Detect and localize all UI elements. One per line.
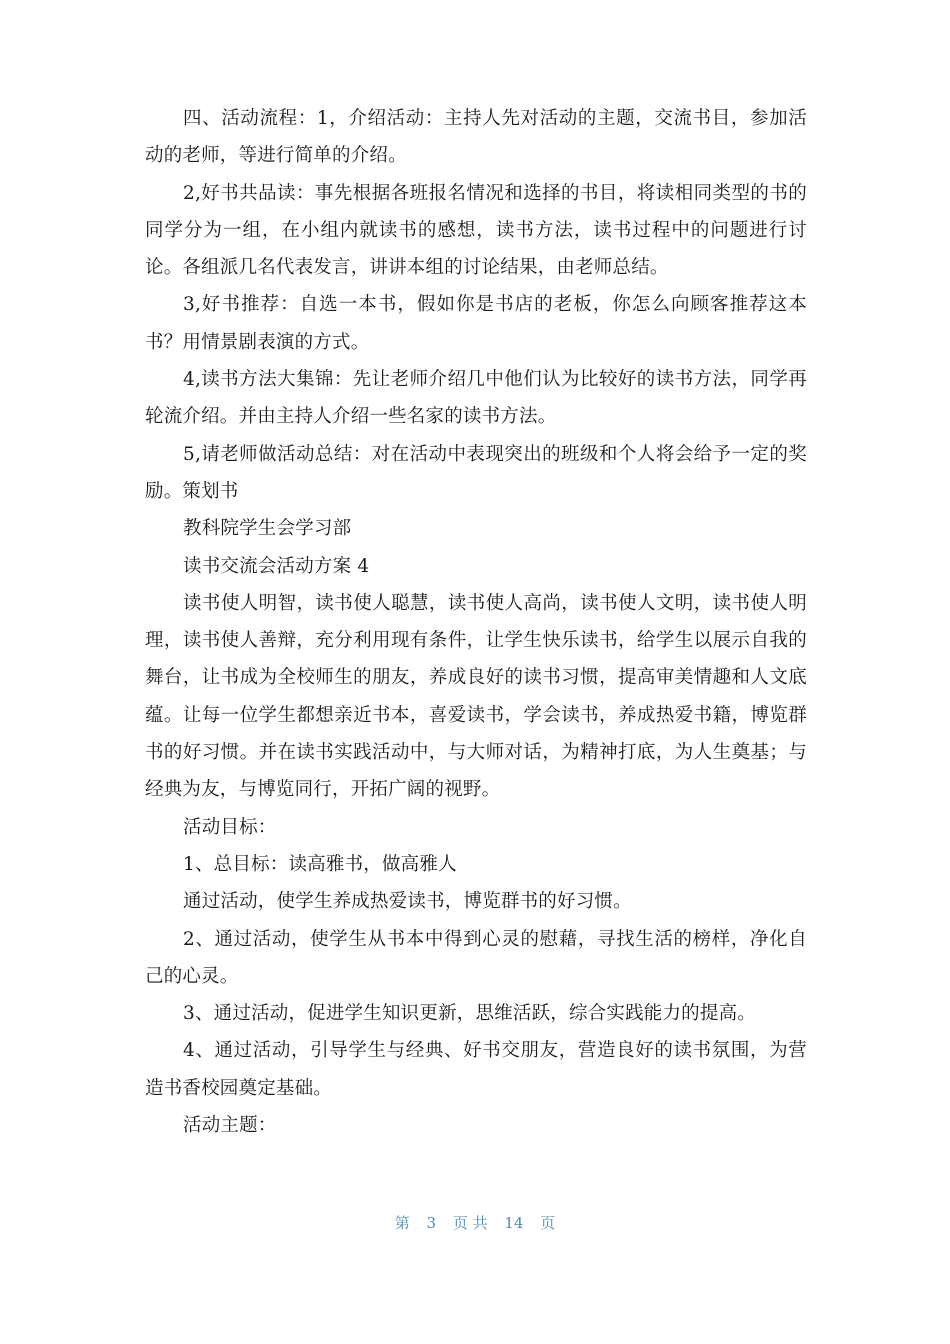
goal-item-3: 3、通过活动，促进学生知识更新，思维活跃，综合实践能力的提高。 xyxy=(183,1003,756,1025)
paragraph-organizer: 教科院学生会学习部 xyxy=(183,518,352,540)
footer-current-page: 3 xyxy=(426,1214,437,1232)
footer-middle: 页 共 xyxy=(452,1214,488,1232)
paragraph-teacher-summary: 5,请老师做活动总结：对在活动中表现突出的班级和个人将会给予一定的奖励。策划书 xyxy=(145,443,807,502)
goal-item-1-detail: 通过活动，使学生养成热爱读书，博览群书的好习惯。 xyxy=(183,891,632,913)
footer-suffix: 页 xyxy=(540,1214,556,1232)
heading-activity-goals: 活动目标： xyxy=(183,816,277,838)
heading-activity-theme: 活动主题： xyxy=(183,1115,277,1137)
section-title: 读书交流会活动方案 4 xyxy=(183,555,370,577)
paragraph-reading-methods: 4,读书方法大集锦：先让老师介绍几中他们认为比较好的读书方法，同学再轮流介绍。并由主持人介绍一些名家的读书方法。 xyxy=(145,369,807,428)
paragraph-book-recommend: 3,好书推荐：自选一本书，假如你是书店的老板，你怎么向顾客推荐这本书？用情景剧表演的方式。 xyxy=(145,294,807,353)
footer-total-pages: 14 xyxy=(504,1214,524,1232)
goal-item-2: 2、通过活动，使学生从书本中得到心灵的慰藉，寻找生活的榜样，净化自己的心灵。 xyxy=(145,928,807,987)
document-body xyxy=(145,100,807,1144)
paragraph-book-sharing: 2,好书共品读：事先根据各班报名情况和选择的书目，将读相同类型的书的同学分为一组，在小组内就读书的感想，读书方法，读书过程中的问题进行讨论。各组派几名代表发言，讲讲本组的讨论结果，由老师总结。 xyxy=(145,182,807,279)
goal-item-4: 4、通过活动，引导学生与经典、好书交朋友，营造良好的读书氛围，为营造书香校园奠定基础。 xyxy=(145,1040,807,1099)
page-number-footer xyxy=(0,1212,950,1233)
paragraph-intro: 读书使人明智，读书使人聪慧，读书使人高尚，读书使人文明，读书使人明理，读书使人善辩，充分利用现有条件，让学生快乐读书，给学生以展示自我的舞台，让书成为全校师生的朋友，养成良好的读书习惯，提高审美情趣和人文底蕴。让每一位学生都想亲近书本，喜爱读书，学会读书，养成热爱书籍，博览群书的好习惯。并在读书实践活动中，与大师对话，为精神打底，为人生奠基；与经典为友，与博览同行，开拓广阔的视野。 xyxy=(145,592,807,801)
paragraph-activity-flow: 四、活动流程：1，介绍活动：主持人先对活动的主题，交流书目，参加活动的老师，等进行简单的介绍。 xyxy=(145,108,807,167)
footer-prefix: 第 xyxy=(394,1214,410,1232)
goal-item-1: 1、总目标：读高雅书，做高雅人 xyxy=(183,853,457,875)
